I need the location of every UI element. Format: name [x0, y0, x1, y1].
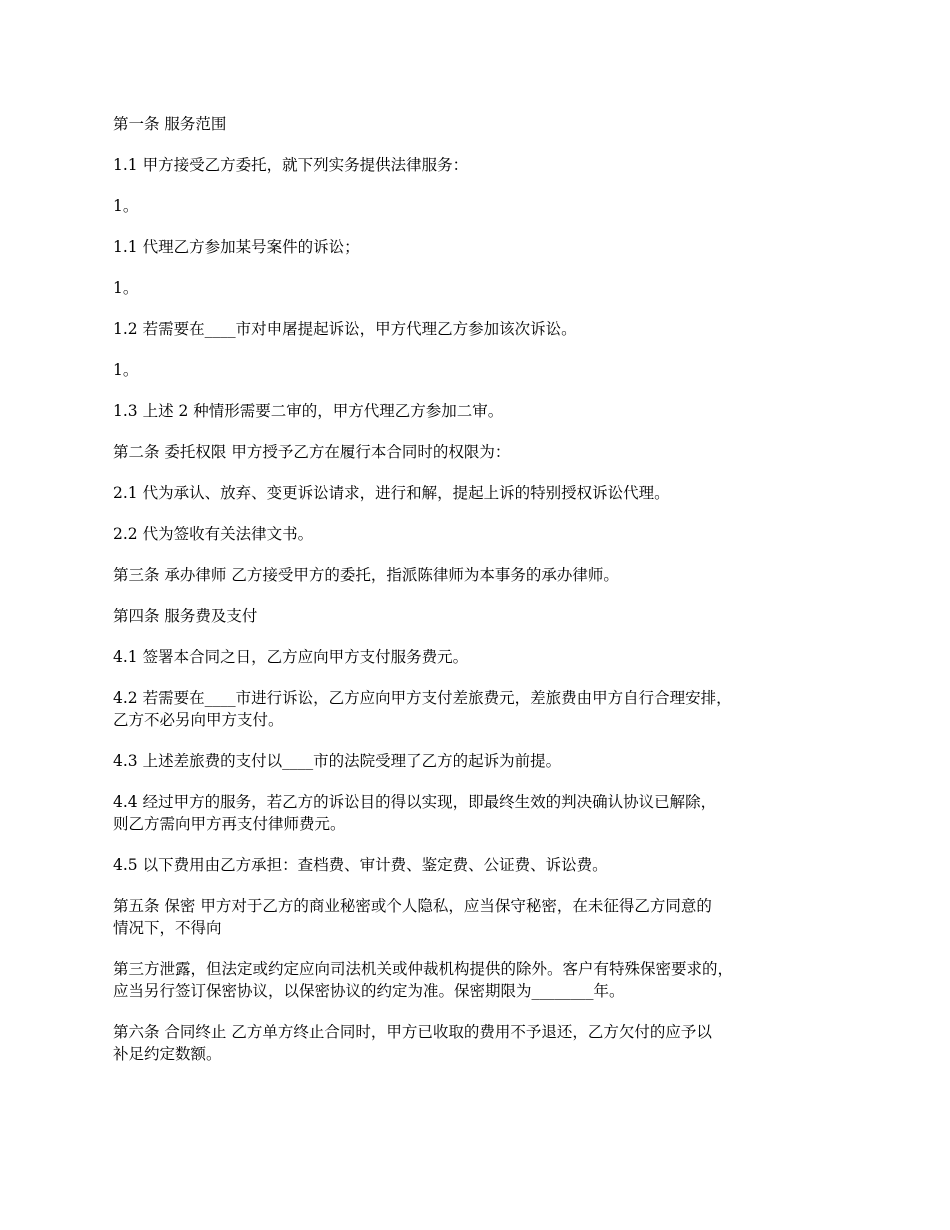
section-heading-6: 第六条 合同终止 乙方单方终止合同时，甲方已收取的费用不予退还，乙方欠付的应予以 补足约定数额。: [113, 1023, 712, 1063]
list-marker: 1。: [113, 361, 139, 379]
clause-1-1-item: 1.1 代理乙方参加某号案件的诉讼；: [113, 238, 360, 256]
clause-2-2: 2.2 代为签收有关法律文书。: [113, 525, 314, 543]
list-marker: 1。: [113, 197, 139, 215]
list-marker: 1。: [113, 279, 139, 297]
clause-1-3: 1.3 上述 2 种情形需要二审的，甲方代理乙方参加二审。: [113, 402, 504, 420]
section-heading-4: 第四条 服务费及支付: [113, 607, 258, 625]
clause-2-1: 2.1 代为承认、放弃、变更诉讼请求，进行和解，提起上诉的特别授权诉讼代理。: [113, 484, 670, 502]
section-heading-3: 第三条 承办律师 乙方接受甲方的委托，指派陈律师为本事务的承办律师。: [113, 566, 619, 584]
clause-5-continued: 第三方泄露，但法定或约定应向司法机关或仲裁机构提供的除外。客户有特殊保密要求的， 应当另行签订保密协议，以保密协议的约定为准。保密期限为________年。: [113, 960, 734, 1000]
clause-4-2: 4.2 若需要在____市进行诉讼，乙方应向甲方支付差旅费元，差旅费由甲方自行合理安排， 乙方不必另向甲方支付。: [113, 689, 732, 729]
document-body: [113, 113, 843, 1084]
clause-1-2: 1.2 若需要在____市对申屠提起诉讼，甲方代理乙方参加该次诉讼。: [113, 320, 577, 338]
clause-1-1: 1.1 甲方接受乙方委托，就下列实务提供法律服务：: [113, 156, 469, 174]
clause-4-3: 4.3 上述差旅费的支付以____市的法院受理了乙方的起诉为前提。: [113, 752, 562, 770]
clause-4-1: 4.1 签署本合同之日，乙方应向甲方支付服务费元。: [113, 648, 469, 666]
clause-4-5: 4.5 以下费用由乙方承担：查档费、审计费、鉴定费、公证费、诉讼费。: [113, 856, 608, 874]
section-heading-2: 第二条 委托权限 甲方授予乙方在履行本合同时的权限为：: [113, 443, 511, 461]
section-heading-1: 第一条 服务范围: [113, 115, 227, 133]
clause-4-4: 4.4 经过甲方的服务，若乙方的诉讼目的得以实现，即最终生效的判决确认协议已解除， 则乙方需向甲方再支付律师费元。: [113, 793, 717, 833]
section-heading-5: 第五条 保密 甲方对于乙方的商业秘密或个人隐私，应当保守秘密，在未征得乙方同意的 情况下，不得向: [113, 897, 712, 937]
